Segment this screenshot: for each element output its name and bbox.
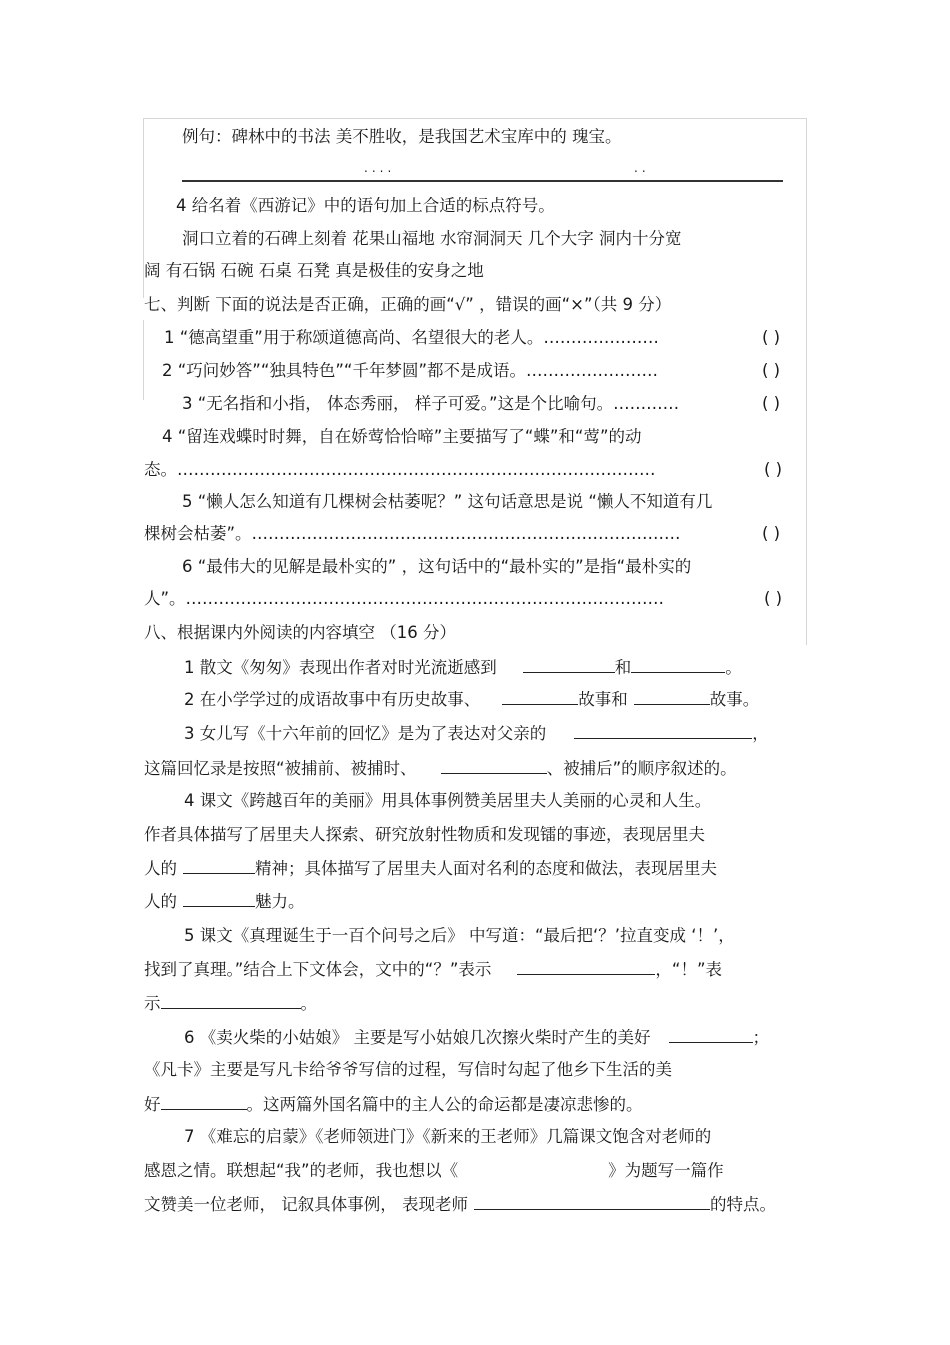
answer-paren-5[interactable]: ( ) [762, 524, 781, 543]
answer-paren-2[interactable]: ( ) [762, 361, 781, 380]
fill-q2-mid: 故事和 [578, 690, 628, 709]
fill-q3-text: 3 女儿写《十六年前的回忆》是为了表达对父亲的 [184, 724, 547, 743]
fill-q6-text: 6 《卖火柴的小姑娘》 主要是写小姑娘几次擦火柴时产生的美好 [184, 1028, 651, 1047]
answer-paren-1[interactable]: ( ) [762, 328, 781, 347]
section7-heading: 七、判断 下面的说法是否正确，正确的画“√” ，错误的画“×”（共 9 分） [144, 295, 672, 314]
emphasis-dots-2: .. [634, 161, 650, 175]
fill-q2-blank-2[interactable] [634, 688, 710, 705]
fill-q6-blank-2[interactable] [161, 1093, 247, 1110]
fill-q2-end: 故事。 [709, 690, 760, 709]
fill-q4-line3 [144, 857, 717, 880]
fill-q3-blank-2[interactable] [441, 757, 547, 774]
fill-q3-blank-1[interactable] [574, 722, 752, 739]
fill-q3-comma: ， [752, 724, 769, 743]
fill-q7-title-blank[interactable] [458, 1159, 608, 1176]
fill-q4-line1: 4 课文《跨越百年的美丽》用具体事例赞美居里夫人美丽的心灵和人生。 [184, 791, 712, 810]
fill-q4-line2: 作者具体描写了居里夫人探索、研究放射性物质和发现镭的事迹，表现居里夫 [144, 825, 705, 844]
answer-paren-3[interactable]: ( ) [762, 394, 781, 413]
fill-q7-text: 感恩之情。联想起“我”的老师，我也想以《 [144, 1161, 459, 1180]
judge-item-5-line2: 棵树会枯萎”。…………………………………………………………………… [144, 524, 681, 543]
fill-q3-line1 [184, 722, 769, 745]
fill-q1-and: 和 [614, 658, 632, 677]
judge-item-6-line1: 6 “最伟大的见解是最朴实的” ，这句话中的“最朴实的”是指“最朴实的 [182, 557, 692, 576]
fill-q5-end: 。 [300, 994, 317, 1013]
fill-q4-line4 [144, 890, 305, 913]
fill-q6-blank-1[interactable] [669, 1026, 753, 1043]
judge-item-4-line2: 态。…………………………………………………………………………… [144, 460, 656, 479]
judge-item-4-line1: 4 “留连戏蝶时时舞，自在娇莺恰恰啼”主要描写了“蝶”和“莺”的动 [162, 427, 642, 446]
judge-item-3: 3 “无名指和小指， 体态秀丽， 样子可爱。”这是个比喻句。………… [182, 394, 680, 413]
fill-q4-blank-2[interactable] [183, 890, 255, 907]
fill-q1-blank-2[interactable] [631, 656, 725, 673]
answer-paren-6[interactable]: ( ) [764, 589, 783, 608]
judge-item-5-line1: 5 “懒人怎么知道有几棵树会枯萎呢？” 这句话意思是说 “懒人不知道有几 [182, 492, 713, 511]
fill-q4-end: 魅力。 [255, 892, 305, 911]
fill-q7-blank[interactable] [474, 1193, 710, 1210]
fill-q5-blank-1[interactable] [517, 958, 655, 975]
fill-q7-line3 [144, 1193, 776, 1216]
fill-q6-end: 。这两篇外国名篇中的主人公的命运都是凄凉悲惨的。 [246, 1095, 643, 1114]
fill-q3-line2 [144, 757, 737, 780]
fill-q4-mid: 精神；具体描写了居里夫人面对名利的态度和做法，表现居里夫 [255, 859, 717, 878]
fill-q1-blank-1[interactable] [523, 656, 615, 673]
fill-q7-mid: 》为题写一篇作 [608, 1161, 724, 1180]
fill-q5-line3 [144, 992, 317, 1015]
fill-q5-text: 找到了真理。”结合上下文体会，文中的“？”表示 [144, 960, 492, 979]
right-border [806, 118, 807, 645]
fill-q3-text-2: 这篇回忆录是按照“被捕前、被捕时、 [144, 759, 417, 778]
fill-q6-semi: ； [752, 1028, 769, 1047]
fill-q2 [184, 688, 759, 711]
fill-q5-line1: 5 课文《真理诞生于一百个问号之后》 中写道：“最后把‘？’拉直变成 ‘！’， [184, 926, 735, 945]
fill-q6-line1 [184, 1026, 769, 1049]
fill-q4-blank-1[interactable] [183, 857, 255, 874]
fill-q7-text-3: 文赞美一位老师， 记叙具体事例， 表现老师 [144, 1195, 468, 1214]
judge-item-1: 1 “德高望重”用于称颂道德高尚、名望很大的老人。………………… [164, 328, 659, 347]
q4-line2: 阔 有石锅 石碗 石桌 石凳 真是极佳的安身之地 [144, 261, 484, 280]
fill-q3-end: 、被捕后”的顺序叙述的。 [546, 759, 737, 778]
fill-q7-line1: 7 《难忘的启蒙》《老师领进门》《新来的王老师》几篇课文饱含对老师的 [184, 1127, 712, 1146]
fill-q6-line2: 《凡卡》主要是写凡卡给爷爷写信的过程，写信时勾起了他乡下生活的美 [144, 1060, 672, 1079]
fill-q4-ren-2: 人的 [144, 892, 177, 911]
fill-q7-end: 的特点。 [710, 1195, 776, 1214]
fill-q2-text: 2 在小学学过的成语故事中有历史故事、 [184, 690, 481, 709]
fill-q4-ren-1: 人的 [144, 859, 177, 878]
fill-q1-end: 。 [725, 658, 742, 677]
fill-q5-blank-2[interactable] [161, 992, 301, 1009]
section8-heading: 八、根据课内外阅读的内容填空 （16 分） [144, 623, 456, 642]
fill-q7-line2 [144, 1159, 724, 1182]
answer-paren-4[interactable]: ( ) [764, 460, 783, 479]
fill-q5-line2 [144, 958, 722, 981]
fill-q6-hao: 好 [144, 1095, 161, 1114]
judge-item-2: 2 “巧问妙答”“独具特色”“千年梦圆”都不是成语。…………………… [162, 361, 659, 380]
q4-title: 4 给名着《西游记》中的语句加上合适的标点符号。 [176, 196, 555, 215]
q4-line1: 洞口立着的石碑上刻着 花果山福地 水帘洞洞天 几个大字 洞内十分宽 [182, 229, 682, 248]
fill-q1 [184, 656, 742, 679]
judge-item-6-line2: 人”。…………………………………………………………………………… [144, 589, 665, 608]
fill-q2-blank-1[interactable] [502, 688, 578, 705]
fill-q1-text: 1 散文《匆匆》表现出作者对时光流逝感到 [184, 658, 497, 677]
fill-q5-shi: 示 [144, 994, 161, 1013]
top-border [143, 118, 807, 119]
left-border-items [143, 320, 144, 400]
fill-q6-line3 [144, 1093, 643, 1116]
example-sentence: 例句：碑林中的书法 美不胜收，是我国艺术宝库中的 瑰宝。 [182, 127, 622, 146]
answer-line [182, 180, 783, 182]
emphasis-dots-1: .... [364, 161, 396, 175]
fill-q5-mid: ，“！”表 [655, 960, 723, 979]
